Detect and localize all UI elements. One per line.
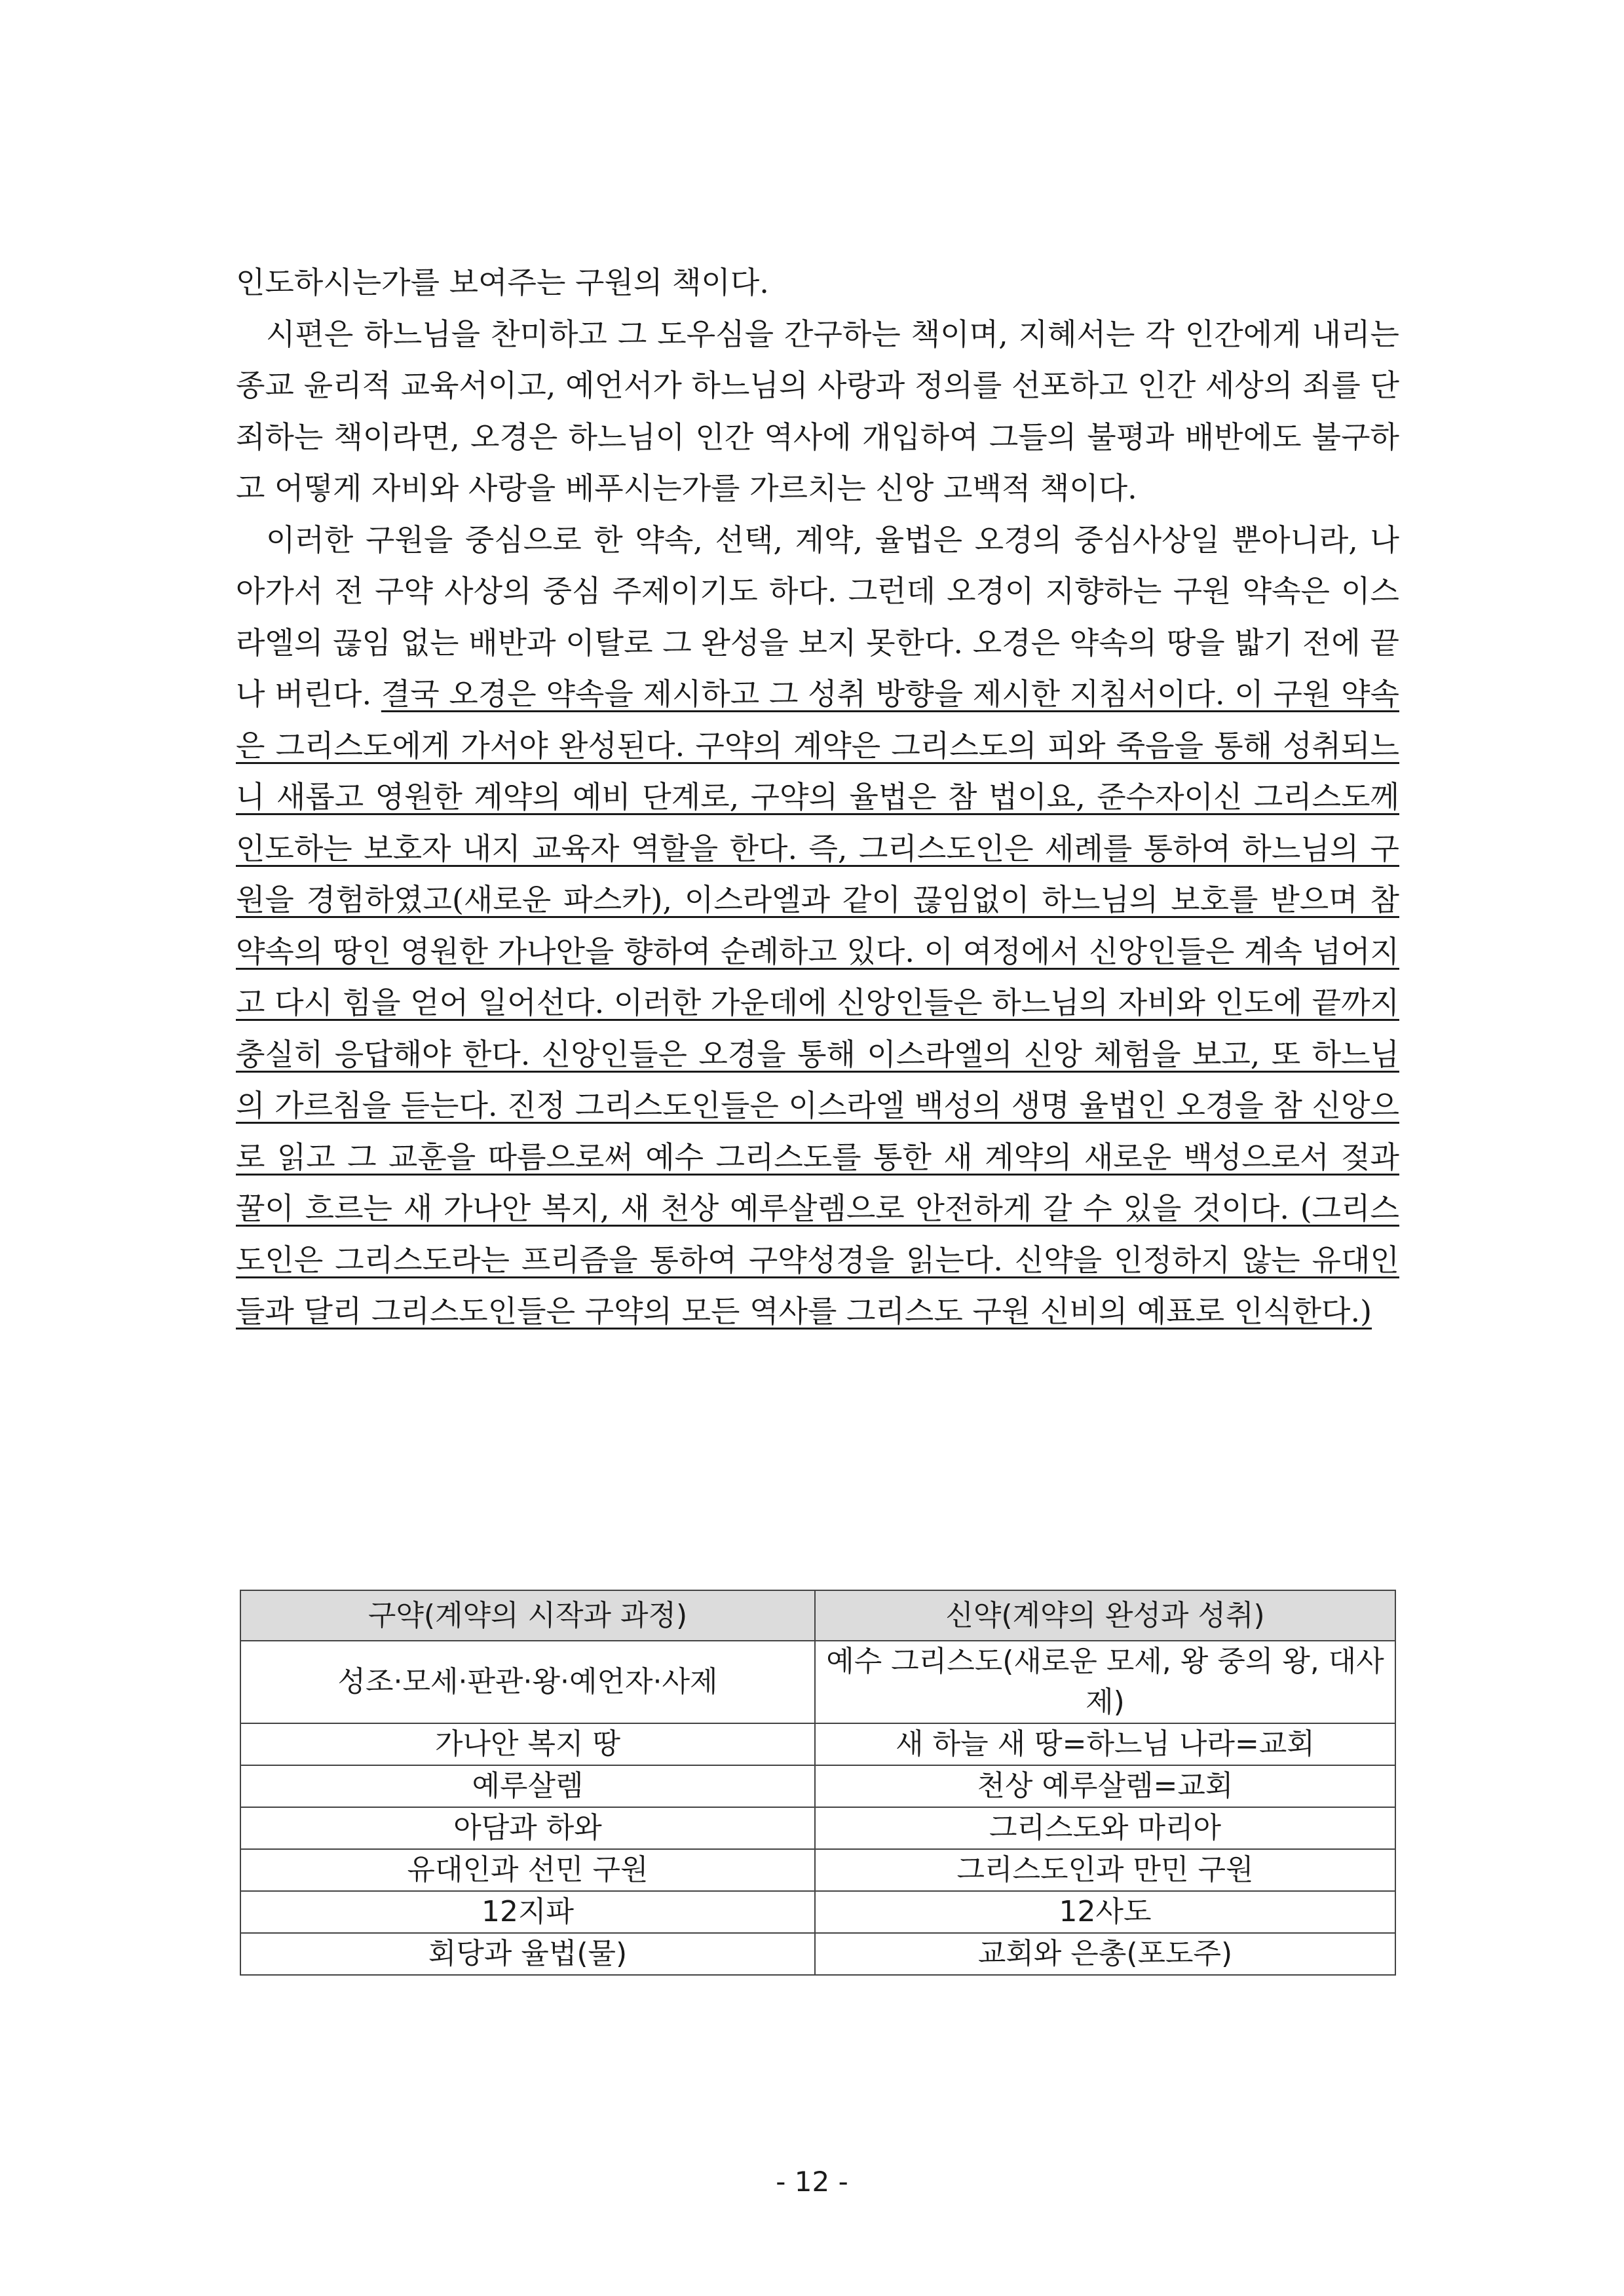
paragraph-3 bbox=[236, 514, 1399, 1337]
paragraph-3-underlined: 결국 오경은 약속을 제시하고 그 성취 방향을 제시한 지침서이다. 이 구원 약속은 그리스도에게 가서야 완성된다. 구약의 계약은 그리스도의 피와 죽음을 통해 성취되느니 새롭고 영원한 계약의 예비 단계로, 구약의 율법은 참 법이요, 준수자이신 그리스도께 인도하는 보호자 내지 교육자 역할을 한다. 즉, 그리스도인은 세례를 통하여 하느님의 구원을 경험하였고(새로운 파스카), 이스라엘과 같이 끊임없이 하느님의 보호를 받으며 참 약속의 땅인 영원한 가나안을 향하여 순례하고 있다. 이 여정에서 신앙인들은 계속 넘어지고 다시 힘을 얻어 일어선다. 이러한 가운데에 신앙인들은 하느님의 자비와 인도에 끝까지 충실히 응답해야 한다. 신앙인들은 오경을 통해 이스라엘의 신앙 체험을 보고, 또 하느님의 가르침을 듣는다. 진정 그리스도인들은 이스라엘 백성의 생명 율법인 오경을 참 신앙으로 읽고 그 교훈을 따름으로써 예수 그리스도를 통한 새 계약의 새로운 백성으로서 젖과 꿀이 흐르는 새 가나안 복지, 새 천상 예루살렘으로 안전하게 갈 수 있을 것이다. (그리스도인은 그리스도라는 프리즘을 통하여 구약성경을 읽는다. 신약을 인정하지 않는 유대인들과 달리 그리스도인들은 구약의 모든 역사를 그리스도 구원 신비의 예표로 인식한다.) bbox=[236, 676, 1399, 1329]
page-number: - 12 - bbox=[776, 2166, 848, 2198]
table-header-row bbox=[240, 1590, 1395, 1641]
table-cell: 유대인과 선민 구원 bbox=[240, 1849, 815, 1891]
table-cell: 예루살렘 bbox=[240, 1765, 815, 1807]
table-cell: 교회와 은총(포도주) bbox=[815, 1933, 1395, 1975]
table-cell: 아담과 하와 bbox=[240, 1807, 815, 1849]
body-text bbox=[236, 257, 1399, 1337]
table-cell: 성조·모세·판관·왕·예언자·사제 bbox=[240, 1641, 815, 1723]
table-cell: 예수 그리스도(새로운 모세, 왕 중의 왕, 대사제) bbox=[815, 1641, 1395, 1723]
table-cell: 회당과 율법(물) bbox=[240, 1933, 815, 1975]
table-cell: 가나안 복지 땅 bbox=[240, 1723, 815, 1765]
header-old-testament: 구약(계약의 시작과 과정) bbox=[240, 1590, 815, 1641]
table-row bbox=[240, 1641, 1395, 1723]
table-cell: 12사도 bbox=[815, 1891, 1395, 1933]
table-cell: 새 하늘 새 땅=하느님 나라=교회 bbox=[815, 1723, 1395, 1765]
table-cell: 천상 예루살렘=교회 bbox=[815, 1765, 1395, 1807]
header-new-testament: 신약(계약의 완성과 성취) bbox=[815, 1590, 1395, 1641]
paragraph-2: 시편은 하느님을 찬미하고 그 도우심을 간구하는 책이며, 지혜서는 각 인간에게 내리는 종교 윤리적 교육서이고, 예언서가 하느님의 사랑과 정의를 선포하고 인간 세상의 죄를 단죄하는 책이라면, 오경은 하느님이 인간 역사에 개입하여 그들의 불평과 배반에도 불구하고 어떻게 자비와 사랑을 베푸시는가를 가르치는 신앙 고백적 책이다. bbox=[236, 316, 1399, 506]
table-row bbox=[240, 1849, 1395, 1891]
table-row bbox=[240, 1723, 1395, 1765]
paragraph-1: 인도하시는가를 보여주는 구원의 책이다. bbox=[236, 265, 769, 300]
table-row bbox=[240, 1807, 1395, 1849]
table-row bbox=[240, 1891, 1395, 1933]
table-cell: 12지파 bbox=[240, 1891, 815, 1933]
table-row bbox=[240, 1933, 1395, 1975]
table-cell: 그리스도인과 만민 구원 bbox=[815, 1849, 1395, 1891]
paragraph-3-lead: 이러한 구원을 중심으로 한 약속, 선택, 계약, 율법은 오경의 중심사상일 뿐아니라, 나아가서 전 구약 사상의 중심 주제이기도 하다. 그런데 오경이 지향하는 구원 약속은 이스라엘의 끊임 없는 배반과 이탈로 그 완성을 보지 못한다. 오경은 약속의 땅을 밟기 전에 끝나 버린다. bbox=[236, 522, 1399, 712]
table-cell: 그리스도와 마리아 bbox=[815, 1807, 1395, 1849]
comparison-table bbox=[240, 1590, 1396, 1976]
table-row bbox=[240, 1765, 1395, 1807]
